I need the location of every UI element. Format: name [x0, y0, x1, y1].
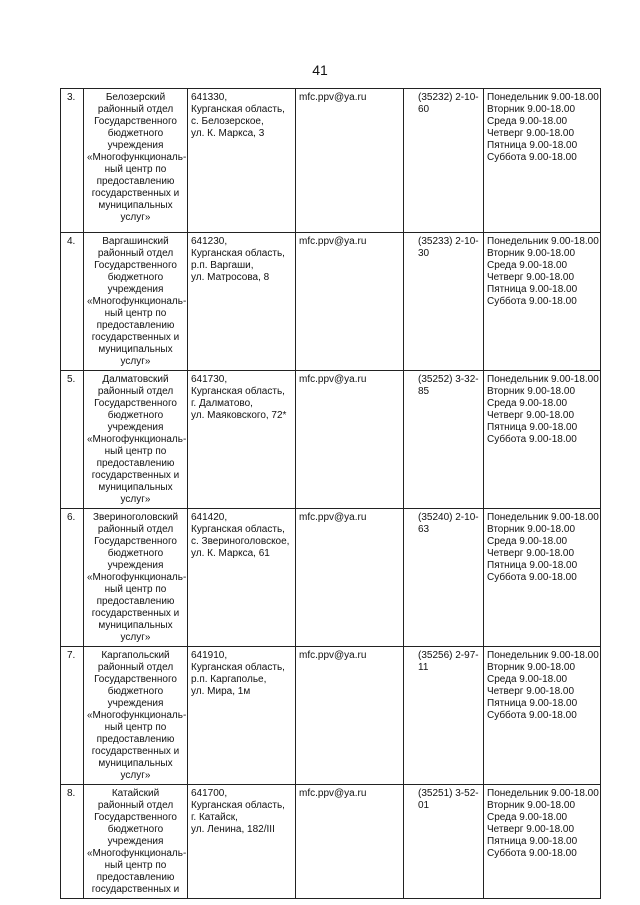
office-name-line: услуг» [120, 770, 151, 781]
office-address [188, 509, 296, 647]
mfc-offices-table [60, 88, 601, 899]
office-name-line: государственных и [91, 188, 180, 199]
address-line: ул. Мира, 1м [191, 686, 251, 697]
hours-line: Среда 9.00-18.00 [487, 812, 568, 823]
office-name-line: услуг» [120, 212, 151, 223]
office-name [84, 647, 188, 785]
address-line: 641330, [191, 92, 228, 103]
hours-line: Суббота 9.00-18.00 [487, 710, 577, 721]
office-address [188, 233, 296, 371]
hours-line: Четверг 9.00-18.00 [487, 686, 575, 697]
address-line: г. Катайск, [191, 812, 238, 823]
office-name-line: муниципальных [98, 200, 173, 211]
address-line: г. Далматово, [191, 398, 253, 409]
office-name-line: Белозерский [105, 92, 166, 103]
office-phone: (35251) 3-52-01 [404, 785, 484, 899]
office-name-line: районный отдел [97, 800, 174, 811]
table-row [61, 89, 601, 233]
address-line: с. Белозерское, [191, 116, 264, 127]
office-name-line: Каргапольский [101, 650, 170, 661]
table-row [61, 647, 601, 785]
office-name-line: муниципальных [98, 344, 173, 355]
office-name-line: учреждения [107, 284, 164, 295]
table-row [61, 785, 601, 899]
row-number: 5. [61, 371, 84, 509]
address-line: Курганская область, [191, 248, 285, 259]
hours-line: Понедельник 9.00-18.00 [487, 512, 599, 523]
office-name-line: учреждения [107, 836, 164, 847]
office-name-line: Государственного [94, 116, 177, 127]
address-line: 641910, [191, 650, 228, 661]
office-hours [484, 233, 601, 371]
office-name-line: ный центр по [104, 722, 167, 733]
hours-line: Четверг 9.00-18.00 [487, 128, 575, 139]
office-name-line: районный отдел [97, 248, 174, 259]
office-name-line: Звериноголовский [92, 512, 179, 523]
hours-line: Вторник 9.00-18.00 [487, 104, 576, 115]
hours-line: Суббота 9.00-18.00 [487, 434, 577, 445]
hours-line: Среда 9.00-18.00 [487, 674, 568, 685]
hours-line: Среда 9.00-18.00 [487, 398, 568, 409]
office-name-line: ный центр по [104, 308, 167, 319]
address-line: Курганская область, [191, 800, 285, 811]
office-name-line: «Многофункциональ- [87, 296, 187, 307]
hours-line: Пятница 9.00-18.00 [487, 140, 578, 151]
hours-line: Суббота 9.00-18.00 [487, 572, 577, 583]
office-name-line: учреждения [107, 560, 164, 571]
office-phone: (35232) 2-10-60 [404, 89, 484, 233]
office-address [188, 371, 296, 509]
office-name-line: бюджетного [107, 410, 164, 421]
hours-line: Пятница 9.00-18.00 [487, 422, 578, 433]
office-name-line: ный центр по [104, 446, 167, 457]
table-row [61, 509, 601, 647]
office-name-line: государственных и [91, 884, 180, 895]
hours-line: Четверг 9.00-18.00 [487, 824, 575, 835]
address-line: ул. К. Маркса, 3 [191, 128, 265, 139]
office-name-line: учреждения [107, 140, 164, 151]
office-name-line: районный отдел [97, 386, 174, 397]
office-name-line: предоставлению [96, 734, 175, 745]
address-line: ул. К. Маркса, 61 [191, 548, 270, 559]
office-phone: (35233) 2-10-30 [404, 233, 484, 371]
hours-line: Понедельник 9.00-18.00 [487, 650, 599, 661]
hours-line: Понедельник 9.00-18.00 [487, 788, 599, 799]
office-email: mfc.ppv@ya.ru [296, 371, 404, 509]
office-name-line: учреждения [107, 422, 164, 433]
office-name-line: «Многофункциональ- [87, 572, 187, 583]
office-email: mfc.ppv@ya.ru [296, 647, 404, 785]
office-name [84, 509, 188, 647]
address-line: 641730, [191, 374, 228, 385]
office-name-line: «Многофункциональ- [87, 152, 187, 163]
office-address [188, 785, 296, 899]
address-line: 641420, [191, 512, 228, 523]
office-name-line: Государственного [94, 812, 177, 823]
office-name-line: ный центр по [104, 860, 167, 871]
office-phone: (35240) 2-10-63 [404, 509, 484, 647]
office-name-line: бюджетного [107, 824, 164, 835]
office-name-line: ный центр по [104, 164, 167, 175]
hours-line: Вторник 9.00-18.00 [487, 800, 576, 811]
office-hours [484, 785, 601, 899]
office-name-line: муниципальных [98, 620, 173, 631]
hours-line: Пятница 9.00-18.00 [487, 836, 578, 847]
office-name-line: «Многофункциональ- [87, 434, 187, 445]
office-address [188, 89, 296, 233]
address-line: ул. Ленина, 182/III [191, 824, 275, 835]
office-name-line: услуг» [120, 494, 151, 505]
office-email: mfc.ppv@ya.ru [296, 89, 404, 233]
hours-line: Пятница 9.00-18.00 [487, 698, 578, 709]
office-name-line: услуг» [120, 356, 151, 367]
office-name-line: муниципальных [98, 482, 173, 493]
office-name-line: Государственного [94, 674, 177, 685]
office-name-line: бюджетного [107, 128, 164, 139]
office-name-line: государственных и [91, 608, 180, 619]
office-hours [484, 89, 601, 233]
hours-line: Среда 9.00-18.00 [487, 260, 568, 271]
office-hours [484, 371, 601, 509]
office-phone: (35252) 3-32-85 [404, 371, 484, 509]
office-address [188, 647, 296, 785]
office-name-line: Государственного [94, 398, 177, 409]
office-name-line: бюджетного [107, 272, 164, 283]
office-name-line: предоставлению [96, 458, 175, 469]
office-hours [484, 509, 601, 647]
office-name-line: государственных и [91, 746, 180, 757]
row-number: 6. [61, 509, 84, 647]
address-line: р.п. Каргаполье, [191, 674, 267, 685]
address-line: р.п. Варгаши, [191, 260, 254, 271]
row-number: 7. [61, 647, 84, 785]
hours-line: Четверг 9.00-18.00 [487, 548, 575, 559]
office-name-line: муниципальных [98, 758, 173, 769]
office-hours [484, 647, 601, 785]
hours-line: Вторник 9.00-18.00 [487, 662, 576, 673]
office-name-line: Варгашинский [102, 236, 169, 247]
office-name-line: районный отдел [97, 662, 174, 673]
hours-line: Понедельник 9.00-18.00 [487, 236, 599, 247]
hours-line: Пятница 9.00-18.00 [487, 284, 578, 295]
office-email: mfc.ppv@ya.ru [296, 785, 404, 899]
office-name [84, 233, 188, 371]
hours-line: Суббота 9.00-18.00 [487, 848, 577, 859]
office-name-line: районный отдел [97, 104, 174, 115]
hours-line: Понедельник 9.00-18.00 [487, 92, 599, 103]
office-name-line: Далматовский [102, 374, 169, 385]
hours-line: Среда 9.00-18.00 [487, 536, 568, 547]
address-line: 641700, [191, 788, 228, 799]
office-name-line: «Многофункциональ- [87, 710, 187, 721]
office-name [84, 785, 188, 899]
office-name [84, 89, 188, 233]
table-body [61, 89, 601, 899]
row-number: 8. [61, 785, 84, 899]
hours-line: Четверг 9.00-18.00 [487, 272, 575, 283]
address-line: Курганская область, [191, 104, 285, 115]
address-line: 641230, [191, 236, 228, 247]
hours-line: Пятница 9.00-18.00 [487, 560, 578, 571]
office-email: mfc.ppv@ya.ru [296, 233, 404, 371]
hours-line: Среда 9.00-18.00 [487, 116, 568, 127]
hours-line: Суббота 9.00-18.00 [487, 152, 577, 163]
address-line: Курганская область, [191, 524, 285, 535]
hours-line: Вторник 9.00-18.00 [487, 524, 576, 535]
hours-line: Понедельник 9.00-18.00 [487, 374, 599, 385]
address-line: Курганская область, [191, 662, 285, 673]
address-line: с. Звериноголовское, [191, 536, 290, 547]
hours-line: Вторник 9.00-18.00 [487, 248, 576, 259]
office-name-line: ный центр по [104, 584, 167, 595]
hours-line: Четверг 9.00-18.00 [487, 410, 575, 421]
office-name-line: районный отдел [97, 524, 174, 535]
office-name-line: предоставлению [96, 596, 175, 607]
office-name-line: государственных и [91, 332, 180, 343]
office-name-line: «Многофункциональ- [87, 848, 187, 859]
office-name-line: учреждения [107, 698, 164, 709]
office-name-line: Государственного [94, 536, 177, 547]
address-line: ул. Матросова, 8 [191, 272, 270, 283]
address-line: Курганская область, [191, 386, 285, 397]
hours-line: Вторник 9.00-18.00 [487, 386, 576, 397]
office-name-line: Государственного [94, 260, 177, 271]
office-email: mfc.ppv@ya.ru [296, 509, 404, 647]
office-name-line: бюджетного [107, 686, 164, 697]
office-name-line: услуг» [120, 632, 151, 643]
office-phone: (35256) 2-97-11 [404, 647, 484, 785]
row-number: 3. [61, 89, 84, 233]
office-name-line: предоставлению [96, 320, 175, 331]
table-row [61, 233, 601, 371]
address-line: ул. Маяковского, 72* [191, 410, 287, 421]
office-name-line: Катайский [111, 788, 160, 799]
page-number: 41 [312, 62, 328, 78]
office-name-line: предоставлению [96, 872, 175, 883]
office-name-line: бюджетного [107, 548, 164, 559]
table-row [61, 371, 601, 509]
office-name-line: предоставлению [96, 176, 175, 187]
office-name [84, 371, 188, 509]
office-name-line: государственных и [91, 470, 180, 481]
row-number: 4. [61, 233, 84, 371]
hours-line: Суббота 9.00-18.00 [487, 296, 577, 307]
